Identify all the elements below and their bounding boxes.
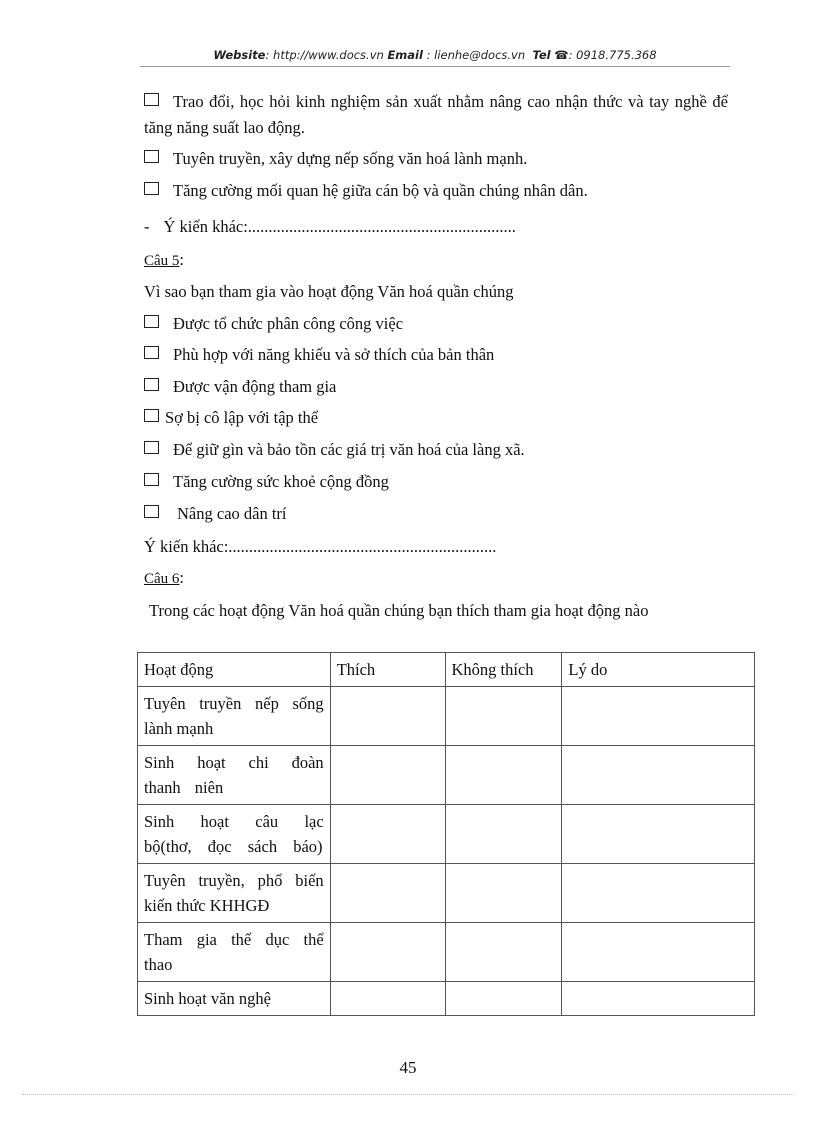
- activity-cell: Sinh hoạt câu lạc bộ(thơ, đọc sách báo): [138, 805, 331, 864]
- checkbox-icon[interactable]: [144, 182, 159, 195]
- checkbox-icon[interactable]: [144, 346, 159, 359]
- like-cell[interactable]: [330, 923, 445, 982]
- email-address[interactable]: : lienhe@docs.vn: [426, 48, 526, 62]
- table-row: [138, 687, 755, 746]
- checkbox-icon[interactable]: [144, 409, 159, 422]
- website-label: Website: [213, 48, 266, 62]
- table-row: [138, 805, 755, 864]
- q5-option-2: Phù hợp với năng khiếu và sở thích của bản thân: [144, 343, 494, 367]
- like-cell[interactable]: [330, 746, 445, 805]
- q5-option-1: Được tổ chức phân công công việc: [144, 312, 403, 336]
- activity-cell: Tuyên truyền nếp sống lành mạnh: [138, 687, 331, 746]
- q5-option-7: Nâng cao dân trí: [144, 502, 287, 526]
- q4-option-2: Tuyên truyền, xây dựng nếp sống văn hoá lành mạnh.: [144, 147, 527, 171]
- q4-option-1: Trao đổi, học hỏi kinh nghiệm sản xuất nhằm nâng cao nhận thức và tay nghề để tăng năng suất lao động.: [144, 92, 728, 137]
- reason-cell[interactable]: [562, 746, 755, 805]
- like-cell[interactable]: [330, 805, 445, 864]
- dislike-cell[interactable]: [445, 982, 562, 1016]
- dislike-cell[interactable]: [445, 864, 562, 923]
- like-cell[interactable]: [330, 687, 445, 746]
- activity-cell: Sinh hoạt chi đoàn thanh niên: [138, 746, 331, 805]
- checkbox-icon[interactable]: [144, 93, 159, 106]
- q5-option-5: Để giữ gìn và bảo tồn các giá trị văn hoá của làng xã.: [144, 438, 525, 462]
- checkbox-icon[interactable]: [144, 315, 159, 328]
- checkbox-icon[interactable]: [144, 441, 159, 454]
- table-row: [138, 982, 755, 1016]
- q5-label: Câu 5:: [144, 250, 185, 269]
- email-label: Email: [387, 48, 423, 62]
- tel-number: : 0918.775.368: [568, 48, 657, 62]
- page-header: [140, 48, 730, 62]
- activity-table: [137, 652, 755, 1016]
- header-cell: Hoạt động: [138, 653, 331, 687]
- tel-label: Tel: [532, 48, 551, 62]
- checkbox-icon[interactable]: [144, 378, 159, 391]
- checkbox-icon[interactable]: [144, 150, 159, 163]
- dislike-cell[interactable]: [445, 687, 562, 746]
- q5-option-6: Tăng cường sức khoẻ cộng đồng: [144, 470, 389, 494]
- q5-question: Vì sao bạn tham gia vào hoạt động Văn hoá quần chúng: [144, 282, 514, 301]
- checkbox-icon[interactable]: [144, 473, 159, 486]
- dislike-cell[interactable]: [445, 746, 562, 805]
- like-cell[interactable]: [330, 982, 445, 1016]
- phone-icon: ☎: [554, 48, 569, 62]
- activity-cell: Sinh hoạt văn nghệ: [138, 982, 331, 1016]
- header-divider: [140, 66, 730, 67]
- dislike-cell[interactable]: [445, 805, 562, 864]
- activity-cell: Tham gia thể dục thể thao: [138, 923, 331, 982]
- q4-other: - Ý kiến khác:.................................................................: [144, 217, 516, 236]
- reason-cell[interactable]: [562, 982, 755, 1016]
- like-cell[interactable]: [330, 864, 445, 923]
- q5-option-3: Được vận động tham gia: [144, 375, 336, 399]
- reason-cell[interactable]: [562, 864, 755, 923]
- q6-question: Trong các hoạt động Văn hoá quần chúng bạn thích tham gia hoạt động nào: [149, 601, 649, 620]
- checkbox-icon[interactable]: [144, 505, 159, 518]
- footer-divider: [22, 1094, 794, 1095]
- q4-option-3: Tăng cường mối quan hệ giữa cán bộ và quần chúng nhân dân.: [144, 179, 588, 203]
- activity-cell: Tuyên truyền, phổ biến kiến thức KHHGĐ: [138, 864, 331, 923]
- header-cell: Thích: [330, 653, 445, 687]
- table-row: [138, 746, 755, 805]
- reason-cell[interactable]: [562, 687, 755, 746]
- q6-label: Câu 6:: [144, 568, 185, 587]
- reason-cell[interactable]: [562, 805, 755, 864]
- reason-cell[interactable]: [562, 923, 755, 982]
- page-number: 45: [399, 1058, 417, 1077]
- header-cell: Lý do: [562, 653, 755, 687]
- table-row: [138, 923, 755, 982]
- q5-option-4: Sợ bị cô lập với tập thể: [144, 406, 318, 430]
- table-row: [138, 864, 755, 923]
- dash-bullet: -: [144, 217, 150, 236]
- table-header-row: [138, 653, 755, 687]
- dislike-cell[interactable]: [445, 923, 562, 982]
- website-url[interactable]: : http://www.docs.vn: [265, 48, 384, 62]
- header-cell: Không thích: [445, 653, 562, 687]
- q5-other: Ý kiến khác:.................................................................: [144, 537, 497, 556]
